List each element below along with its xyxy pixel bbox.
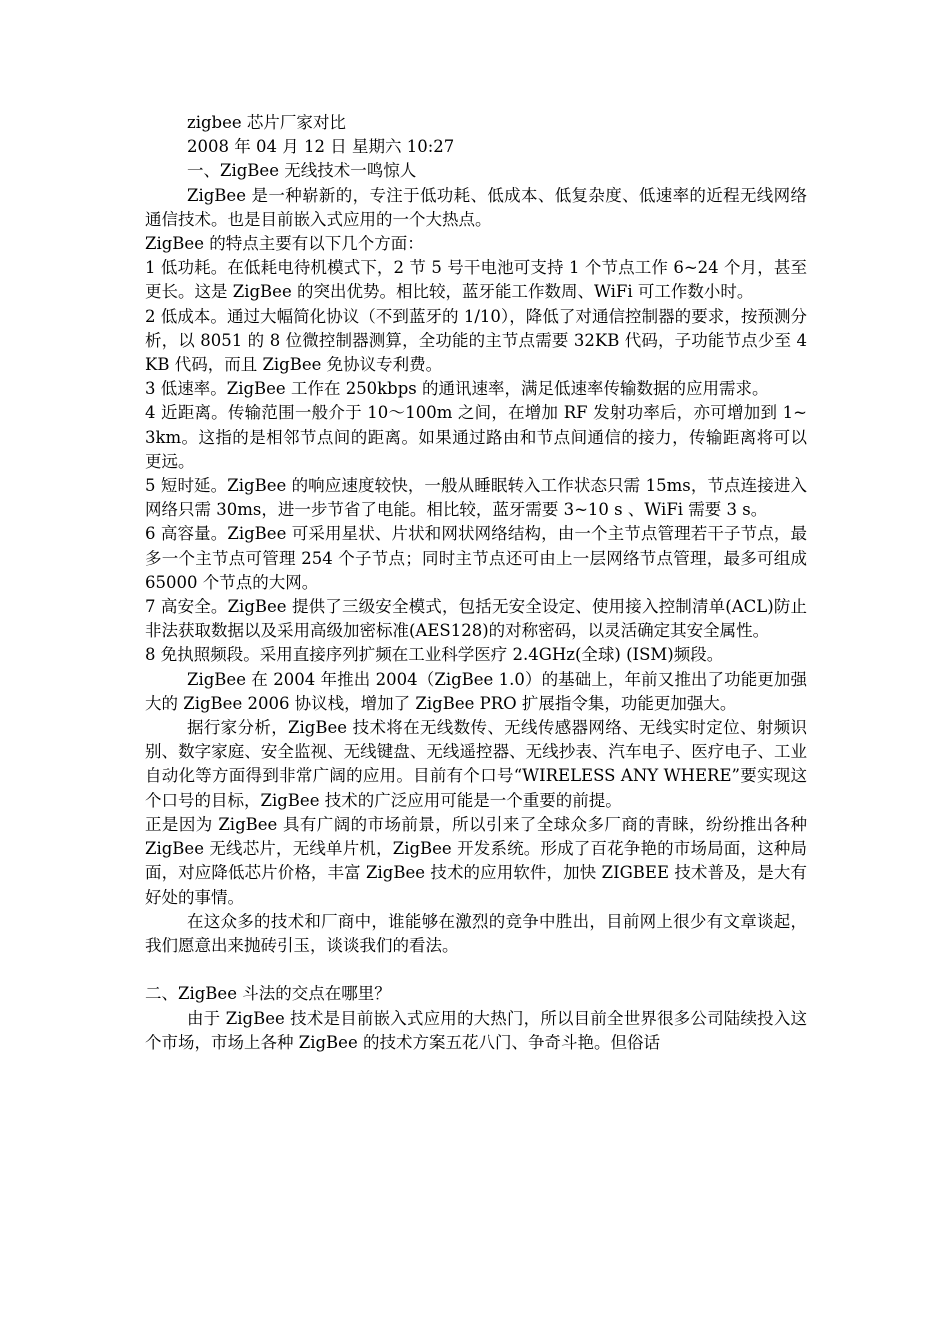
document-date: 2008 年 04 月 12 日 星期六 10:27 bbox=[187, 137, 455, 157]
feature-item: 6 高容量。ZigBee 可采用星状、片状和网状网络结构，由一个主节点管理若干子节点，最多一个主节点可管理 254 个子节点；同时主节点还可由上一层网络节点管理，最多可组成 65000 个节点的大网。 bbox=[145, 524, 807, 592]
section1-heading: 一、ZigBee 无线技术一鸣惊人 bbox=[187, 161, 417, 181]
feature-item: 4 近距离。传输范围一般介于 10～100m 之间，在增加 RF 发射功率后，亦可增加到 1~3km。这指的是相邻节点间的距离。如果通过路由和节点间通信的接力，传输距离将可以更远。 bbox=[145, 403, 807, 471]
zigbee-2006-paragraph: ZigBee 在 2004 年推出 2004（ZigBee 1.0）的基础上，年前又推出了功能更加强大的 ZigBee 2006 协议栈，增加了 ZigBee PRO 扩展指令集，功能更加强大。 bbox=[145, 669, 807, 713]
feature-item: 5 短时延。ZigBee 的响应速度较快，一般从睡眠转入工作状态只需 15ms，节点连接进入网络只需 30ms，进一步节省了电能。相比较，蓝牙需要 3~10 s 、WiFi 需要 3 s。 bbox=[145, 476, 807, 520]
feature-item: 1 低功耗。在低耗电待机模式下，2 节 5 号干电池可支持 1 个节点工作 6~24 个月，甚至更长。这是 ZigBee 的突出优势。相比较，蓝牙能工作数周、WiFi 可工作数小时。 bbox=[145, 258, 807, 302]
feature-item: 7 高安全。ZigBee 提供了三级安全模式，包括无安全设定、使用接入控制清单(ACL)防止非法获取数据以及采用高级加密标准(AES128)的对称密码，以灵活确定其安全属性。 bbox=[145, 597, 807, 641]
intro-paragraph: ZigBee 是一种崭新的，专注于低功耗、低成本、低复杂度、低速率的近程无线网络通信技术。也是目前嵌入式应用的一个大热点。 bbox=[145, 185, 807, 229]
section2-heading: 二、ZigBee 斗法的交点在哪里？ bbox=[145, 984, 391, 1004]
section2-paragraph: 由于 ZigBee 技术是目前嵌入式应用的大热门，所以目前全世界很多公司陆续投入这个市场，市场上各种 ZigBee 的技术方案五花八门、争奇斗艳。但俗话 bbox=[145, 1008, 807, 1052]
opinion-paragraph: 在这众多的技术和厂商中，谁能够在激烈的竞争中胜出，目前网上很少有文章谈起，我们愿意出来抛砖引玉，谈谈我们的看法。 bbox=[145, 911, 807, 955]
feature-item: 2 低成本。通过大幅简化协议（不到蓝牙的 1/10），降低了对通信控制器的要求，按预测分析，以 8051 的 8 位微控制器测算，全功能的主节点需要 32KB 代码，子功能节点少至 4KB 代码，而且 ZigBee 免协议专利费。 bbox=[145, 306, 807, 375]
feature-item: 3 低速率。ZigBee 工作在 250kbps 的通讯速率，满足低速率传输数据的应用需求。 bbox=[145, 379, 769, 399]
market-paragraph: 正是因为 ZigBee 具有广阔的市场前景，所以引来了全球众多厂商的青睐，纷纷推出各种 ZigBee 无线芯片，无线单片机，ZigBee 开发系统。形成了百花争艳的市场局面，这种局面，对应降低芯片价格，丰富 ZigBee 技术的应用软件，加快 ZIGBEE 技术普及，是大有好处的事情。 bbox=[145, 814, 807, 907]
document-title: zigbee 芯片厂家对比 bbox=[187, 113, 346, 132]
features-heading: ZigBee 的特点主要有以下几个方面： bbox=[145, 234, 424, 254]
feature-item: 8 免执照频段。采用直接序列扩频在工业科学医疗 2.4GHz(全球) (ISM)频段。 bbox=[145, 645, 724, 665]
document-body bbox=[145, 111, 807, 1055]
blank-line bbox=[145, 958, 807, 982]
analysis-paragraph: 据行家分析，ZigBee 技术将在无线数传、无线传感器网络、无线实时定位、射频识别、数字家庭、安全监视、无线键盘、无线遥控器、无线抄表、汽车电子、医疗电子、工业自动化等方面得到非常广阔的应用。目前有个口号“WIRELESS ANY WHERE”要实现这个口号的目标，ZigBee 技术的广泛应用可能是一个重要的前提。 bbox=[145, 718, 807, 810]
